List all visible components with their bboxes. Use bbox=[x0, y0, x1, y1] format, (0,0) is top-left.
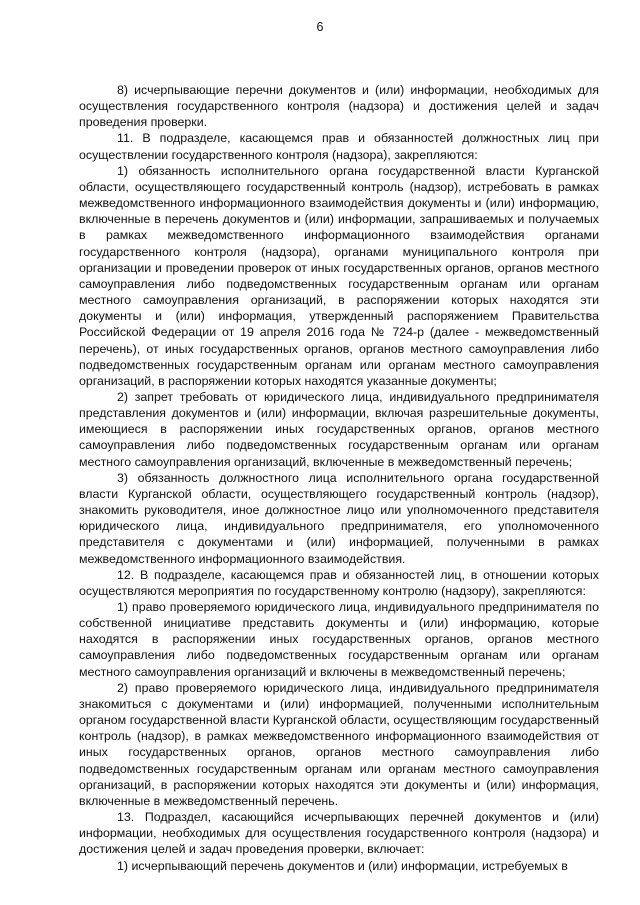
paragraph-section-11-item-2: 2) запрет требовать от юридического лица, индивидуального предпринимателя представления документов и (или) информации, включая разрешительные документы, имеющиеся в распоряжении иных государственных органов, органов местного самоуправления либо подведомственных государственным органам или органам местного самоуправления организаций, включенные в межведомственный перечень; bbox=[79, 389, 599, 469]
paragraph-section-11-item-3: 3) обязанность должностного лица исполнительного органа государственной власти Курганской области, осуществляющего государственный контроль (надзор), знакомить руководителя, иное должностное лицо или уполномоченного представителя юридического лица, индивидуального предпринимателя, его уполномоченного представителя с документами и (или) информацией, полученными в рамках межведомственного информационного взаимодействия. bbox=[79, 470, 599, 566]
paragraph-section-13-item-1: 1) исчерпывающий перечень документов и (или) информации, истребуемых в bbox=[117, 858, 568, 873]
paragraph-section-12-item-1: 1) право проверяемого юридического лица, индивидуального предпринимателя по собственной инициативе представить документы и (или) информацию, которые находятся в распоряжении иных государственных органов, органов местного самоуправления либо подведомственных государственным органам или органам местного самоуправления организаций и включены в межведомственный перечень; bbox=[79, 600, 599, 679]
document-body bbox=[79, 82, 599, 874]
paragraph-section-13-heading: 13. Подраздел, касающийся исчерпывающих перечней документов и (или) информации, необходимых для осуществления государственного контроля (надзора) и достижения целей и задач проведения проверки, включает: bbox=[79, 810, 599, 857]
paragraph-section-12-item-2: 2) право проверяемого юридического лица, индивидуального предпринимателя знакомиться с документами и (или) информацией, полученными исполнительным органом государственной власти Курганской области, осуществляющим государственный контроль (надзор), в рамках межведомственного информационного взаимодействия от иных государственных органов, органов местного самоуправления либо подведомственных государственным органам или органам местного самоуправления организаций, в распоряжении которых находятся эти документы и (или) информация, включенные в межведомственный перечень. bbox=[79, 680, 599, 808]
page-number: 6 bbox=[316, 20, 324, 34]
paragraph-section-11-item-1: 1) обязанность исполнительного органа государственной власти Курганской области, осуществляющего государственный контроль (надзор), истребовать в рамках межведомственного информационного взаимодействия документы и (или) информацию, включенные в перечень документов и (или) информации, запрашиваемых и получаемых в рамках межведомственного информационного взаимодействия органами государственного контроля (надзора), органами муниципального контроля при организации и проведении проверок от иных государственных органов, органов местного самоуправления либо подведомственных государственным органам или органам местного самоуправления организаций, в распоряжении которых находятся эти документы и (или) информация, утвержденный распоряжением Правительства Российской Федерации от 19 апреля 2016 года № 724-р (далее - межведомственный перечень), от иных государственных органов, органов местного самоуправления либо подведомственных государственным органам или органам местного самоуправления организаций, в распоряжении которых находятся указанные документы; bbox=[79, 163, 599, 388]
paragraph-section-11-heading: 11. В подразделе, касающемся прав и обязанностей должностных лиц при осуществлении государственного контроля (надзора), закрепляются: bbox=[79, 131, 599, 162]
paragraph-section-12-heading: 12. В подразделе, касающемся прав и обязанностей лиц, в отношении которых осуществляются мероприятия по государственному контролю (надзору), закрепляются: bbox=[79, 567, 599, 598]
paragraph-item-8: 8) исчерпывающие перечни документов и (или) информации, необходимых для осуществления государственного контроля (надзора) и достижения целей и задач проведения проверки. bbox=[79, 83, 599, 130]
